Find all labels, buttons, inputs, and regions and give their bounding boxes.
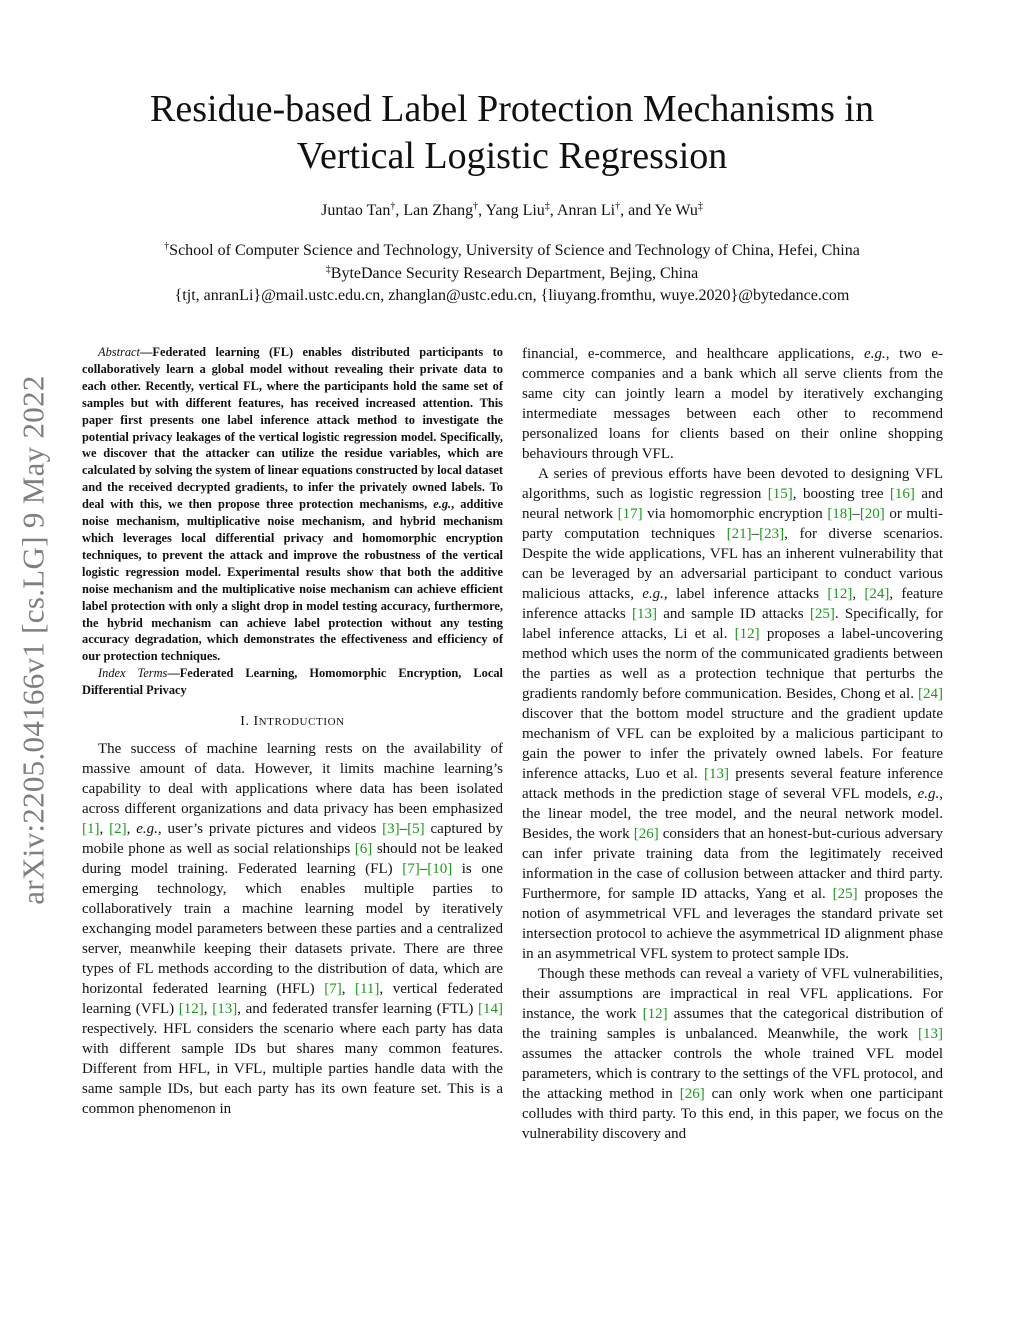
index-terms-text: Federated Learning, Homomorphic Encryption, Local Differential Privacy [82,666,503,698]
section-title-rest: NTRODUCTION [258,716,345,729]
text-run: e.g. [864,346,886,362]
index-terms-dash: — [167,666,180,681]
index-terms-label: Index Terms [98,666,168,681]
citation-link[interactable]: [23] [759,526,785,542]
text-run: captured by mobile phone as well as social relationships [82,821,503,858]
author-list [90,200,934,222]
author-name: Juntao Tan [321,202,391,219]
text-run: presents several feature inference attack methods in the prediction stage of several VFL models, [522,766,944,802]
citation-link[interactable]: [3] [382,821,400,838]
text-run: , boosting tree [792,486,890,502]
citation-link[interactable]: [24] [864,586,890,602]
citation-link[interactable]: [13] [703,766,729,782]
index-terms [82,665,503,699]
text-run: – [852,506,860,522]
text-run: via homomorphic encryption [642,506,828,522]
citation-link[interactable]: [13] [212,1001,238,1018]
text-run: , [852,586,865,602]
text-run: should not be leaked during model training. Federated learning (FL) [82,841,503,878]
text-run: discover that the bottom model structure and the gradient update mechanism of VFL can be exploited by a malicious participant to gain the power to infer the privately owned labels. For feature inference attacks, Luo et al. [522,706,943,782]
citation-link[interactable]: [26] [633,826,659,842]
author-mark: † [473,201,479,212]
citation-link[interactable]: [12] [827,586,853,602]
text-run: e.g. [917,786,940,802]
affiliation-text: School of Computer Science and Technology, University of Science and Technology of China, Hefei, China [169,242,860,259]
author-name: Ye Wu [654,202,698,219]
text-run: , user’s private pictures and videos [157,821,383,838]
citation-link[interactable]: [14] [478,1001,503,1018]
citation-link[interactable]: [25] [832,886,858,902]
citation-link[interactable]: [17] [617,506,643,522]
citation-link[interactable]: [18] [827,506,853,522]
author-mark: ‡ [544,201,550,212]
citation-link[interactable]: [7] [324,981,342,998]
text-run: , and federated transfer learning (FTL) [237,1001,478,1018]
citation-link[interactable]: [13] [918,1026,943,1042]
text-run: , [126,821,137,838]
author-mark: † [615,201,621,212]
citation-link[interactable]: [16] [889,486,915,502]
text-run: is one emerging technology, which enables multiple parties to collaboratively train a machine learning model by iteratively exchanging model parameters between these parties and a centralized server, meanwhile keeping their datasets private. There are three types of FL methods according to the distribution of data, which are horizontal federated learning (HFL) [82,861,503,998]
citation-link[interactable]: [13] [631,606,657,622]
author-name: Lan Zhang [403,202,474,219]
author-separator: , [549,202,557,219]
text-run: The success of machine learning rests on the availability of massive amount of data. However, it limits machine learning’s capability to deal with applications where data has been isolated across different organizations and data privacy has been emphasized [82,741,503,818]
affiliation-mark: † [164,241,170,252]
author-separator: , [478,202,486,219]
citation-link[interactable]: [26] [679,1086,705,1102]
affiliation-text: ByteDance Security Research Department, Bejing, China [330,264,699,282]
text-run: – [751,526,760,542]
citation-link[interactable]: [5] [407,821,425,838]
intro-paragraph-1-continued [522,344,943,464]
intro-paragraph-2 [522,464,943,964]
text-run: , for diverse scenarios. Despite the wide applications, VFL has an inherent vulnerability that can be leveraged by an adversarial participant to conduct various malicious attacks, [522,526,943,602]
text-run: and neural network [522,486,943,522]
text-run: financial, e-commerce, and healthcare applications, [522,346,865,362]
citation-link[interactable]: [7] [402,861,420,878]
intro-paragraph-1 [82,739,503,1119]
text-run: . Specifically, for label inference attacks, Li et al. [522,606,944,642]
text-run: proposes a label-uncovering method which uses the norm of the communicated gradients between the parties as well as a protection technique that perturbs the gradients randomly before communication. Besides, Chong et al. [522,626,943,702]
citation-link[interactable]: [12] [642,1006,668,1022]
paper-title: Residue-based Label Protection Mechanisms in Vertical Logistic Regression [150,88,874,177]
author-separator: , and [620,202,655,219]
text-run: A series of previous efforts have been devoted to designing VFL algorithms, such as logistic regression [522,466,943,502]
affiliations [60,240,964,308]
citation-link[interactable]: [12] [734,626,760,642]
author-mark: ‡ [697,201,703,212]
text-run: e.g. [642,586,664,602]
citation-link[interactable]: [24] [918,686,943,702]
text-run: , two e-commerce companies and a bank which all serve clients from the same city can jointly learn a model by iteratively exchanging intermediate messages between each other to recommend personalized loans for clients based on their online shopping behaviours through VFL. [522,346,944,462]
text-run: assumes the attacker controls the whole trained VFL model parameters, which is contrary to the settings of the VFL protocol, and the attacking method in [522,1046,943,1102]
text-run: – [419,861,428,878]
citation-link[interactable]: [10] [427,861,453,878]
arxiv-sidebar [12,345,56,935]
text-run: , [341,981,355,998]
text-run: or multi-party computation techniques [522,506,943,542]
citation-link[interactable]: [20] [859,506,885,522]
author-mark: † [390,201,396,212]
text-run: and sample ID attacks [656,606,810,622]
left-column [82,344,503,1119]
text-run: can only work when one participant colludes with third party. To this end, in this paper, we focus on the vulnerability discovery and [522,1086,943,1142]
affiliation-bytedance [60,263,964,286]
text-run: , vertical federated learning (VFL) [82,981,503,1018]
abstract-text: , additive noise mechanism, multiplicative noise mechanism, and hybrid mechanism which leverages local differential privacy and homomorphic encryption techniques, to prevent the attack and improve the robustness of the vertical logistic regression model. Experimental results show that both the additive noise mechanism and the multiplicative noise mechanism can achieve efficient label protection with only a slight drop in model testing accuracy, furthermore, the hybrid mechanism can achieve label protection without any testing accuracy degradation, which demonstrates the effectiveness and efficiency of our protection techniques. [82,497,503,664]
text-run: , [99,821,110,838]
text-run: proposes the notion of asymmetrical VFL and leverages the standard private set intersection protocol to achieve the asymmetrical ID alignment phase in an asymmetrical VFL system to protect sample IDs. [522,886,943,962]
text-run: , [203,1001,213,1018]
citation-link[interactable]: [1] [82,821,100,838]
author-separator: , [395,202,404,219]
abstract-dash: — [140,345,153,359]
section-initial: I [253,714,259,730]
citation-link[interactable]: [15] [767,486,793,502]
text-run: considers that an honest-but-curious adversary can infer private training data from the legitimately received information in the case of collusion between attacker and third party. Furthermore, for sample ID attacks, Yang et al. [522,826,943,902]
text-run: respectively. HFL considers the scenario where each party has data with different sample IDs but shares many common features. Different from HFL, in VFL, multiple parties handle data with the same sample IDs, but each party has its own feature set. This is a common phenomenon in [82,1021,503,1118]
abstract [82,344,503,665]
text-run: assumes that the categorical distribution of the training samples is unbalanced. Meanwhile, the work [522,1006,943,1042]
author-name: Yang Liu [485,202,545,219]
text-run: , the linear model, the tree model, and the neural network model. Besides, the work [522,786,943,842]
affiliation-mark: ‡ [325,263,331,275]
intro-paragraph-3 [522,964,943,1144]
citation-link[interactable]: [25] [809,606,835,622]
citation-link[interactable]: [11] [354,981,380,998]
abstract-text: Federated learning (FL) enables distributed participants to collaboratively learn a global model without revealing their private data to each other. Recently, vertical FL, where the participants hold the same set of samples but with different features, has received increased attention. This paper first presents one label inference attack method to investigate the potential privacy leakages of the vertical logistic regression model. Specifically, we discover that the attacker can utilize the residue variables, which are calculated by solving the system of linear equations constructed by local dataset and the received decrypted gradients, to infer the privately owned labels. To deal with this, we then propose three protection mechanisms, [82,345,503,512]
author-emails: {tjt, anranLi}@mail.ustc.edu.cn, zhanglan@ustc.edu.cn, {liuyang.fromthu, wuye.2020}@bytedance.com [174,287,850,304]
abstract-eg: e.g. [433,497,452,512]
citation-link[interactable]: [21] [726,526,752,542]
citation-link[interactable]: [12] [178,1001,204,1018]
citation-link[interactable]: [2] [109,821,127,838]
text-run: e.g. [136,821,158,838]
text-run: , feature inference attacks [522,586,943,622]
author-name: Anran Li [556,202,616,219]
affiliation-ustc [60,240,964,263]
text-run: , label inference attacks [663,586,828,602]
right-column [522,344,943,1144]
arxiv-identifier: arXiv:2205.04166v1 [cs.LG] 9 May 2022 [16,375,52,905]
abstract-label: Abstract [98,345,140,359]
section-heading-introduction [82,713,503,731]
text-run: – [399,821,408,838]
citation-link[interactable]: [6] [354,841,373,858]
text-run: Though these methods can reveal a variety of VFL vulnerabilities, their assumptions are impractical in real VFL applications. For instance, the work [522,966,943,1022]
section-numeral: I. [240,714,254,730]
